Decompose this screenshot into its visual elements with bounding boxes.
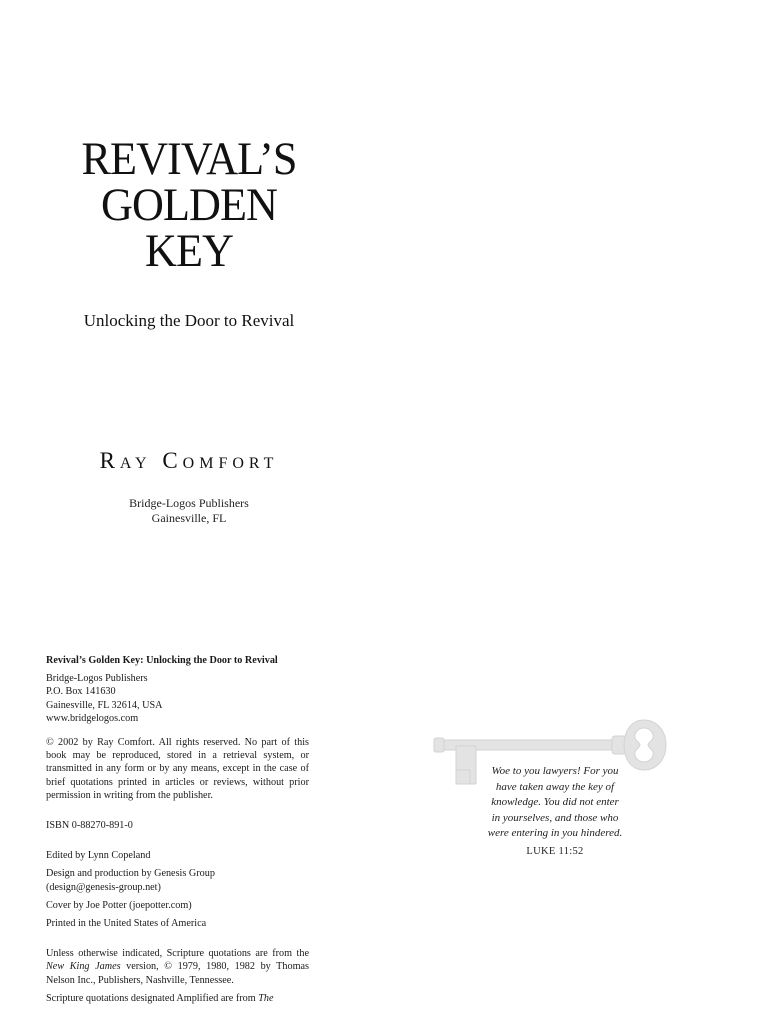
copyright-book-title: Revival’s Golden Key: Unlocking the Door to Revival xyxy=(46,655,278,666)
title-line-2: GOLDEN xyxy=(101,179,277,231)
cover-credit: Cover by Joe Potter (joepotter.com) xyxy=(46,899,192,911)
scripture-text-a: Unless otherwise indicated, Scripture quotations are from the xyxy=(46,948,309,960)
amplified-notice xyxy=(46,992,309,1005)
publisher-name: Bridge-Logos Publishers xyxy=(129,496,249,510)
epigraph-line: have taken away the key of xyxy=(495,780,615,793)
author-name: Ray Comfort xyxy=(99,448,279,473)
editor-credit: Edited by Lynn Copeland xyxy=(46,850,151,862)
address-po-box: P.O. Box 141630 xyxy=(46,686,116,698)
rights-statement: © 2002 by Ray Comfort. All rights reserved. No part of this book may be reproduced, stored in a retrieval system, or transmitted in any form or by any means, except in the case of brief quotations printed in articles or reviews, without prior permission in writing from the publisher. xyxy=(46,737,309,801)
publisher-block xyxy=(40,496,338,526)
scripture-text-b: version, © 1979, 1980, 1982 by Thomas Nelson Inc., Publishers, Nashville, Tennessee. xyxy=(46,961,309,986)
title-line-1: REVIVAL’S xyxy=(81,133,297,185)
scripture-version: New King James xyxy=(46,961,121,973)
address-city: Gainesville, FL 32614, USA xyxy=(46,699,163,711)
amplified-text-b: The xyxy=(258,992,274,1004)
amplified-text-a: Scripture quotations designated Amplified are from xyxy=(46,992,256,1004)
epigraph-quote xyxy=(478,764,632,842)
book-subtitle: Unlocking the Door to Revival xyxy=(83,311,295,330)
printed-in: Printed in the United States of America xyxy=(46,918,207,930)
design-credit: Design and production by Genesis Group xyxy=(46,868,215,880)
isbn: ISBN 0-88270-891-0 xyxy=(46,820,133,832)
book-title xyxy=(60,133,318,277)
epigraph-line: were entering in you hindered. xyxy=(487,827,623,839)
epigraph-line: Woe to you lawyers! For you xyxy=(491,765,619,777)
epigraph-line: knowledge. You did not enter xyxy=(491,796,619,808)
epigraph-reference: LUKE 11:52 xyxy=(526,846,584,857)
title-line-3: KEY xyxy=(145,225,233,277)
address-website: www.bridgelogos.com xyxy=(46,712,139,724)
design-email: (design@genesis-group.net) xyxy=(46,881,161,893)
epigraph-line: in yourselves, and those who xyxy=(491,811,619,824)
copyright-block xyxy=(46,654,309,1005)
address-name: Bridge-Logos Publishers xyxy=(46,673,148,685)
publisher-city: Gainesville, FL xyxy=(151,511,227,525)
scripture-notice xyxy=(46,947,309,987)
